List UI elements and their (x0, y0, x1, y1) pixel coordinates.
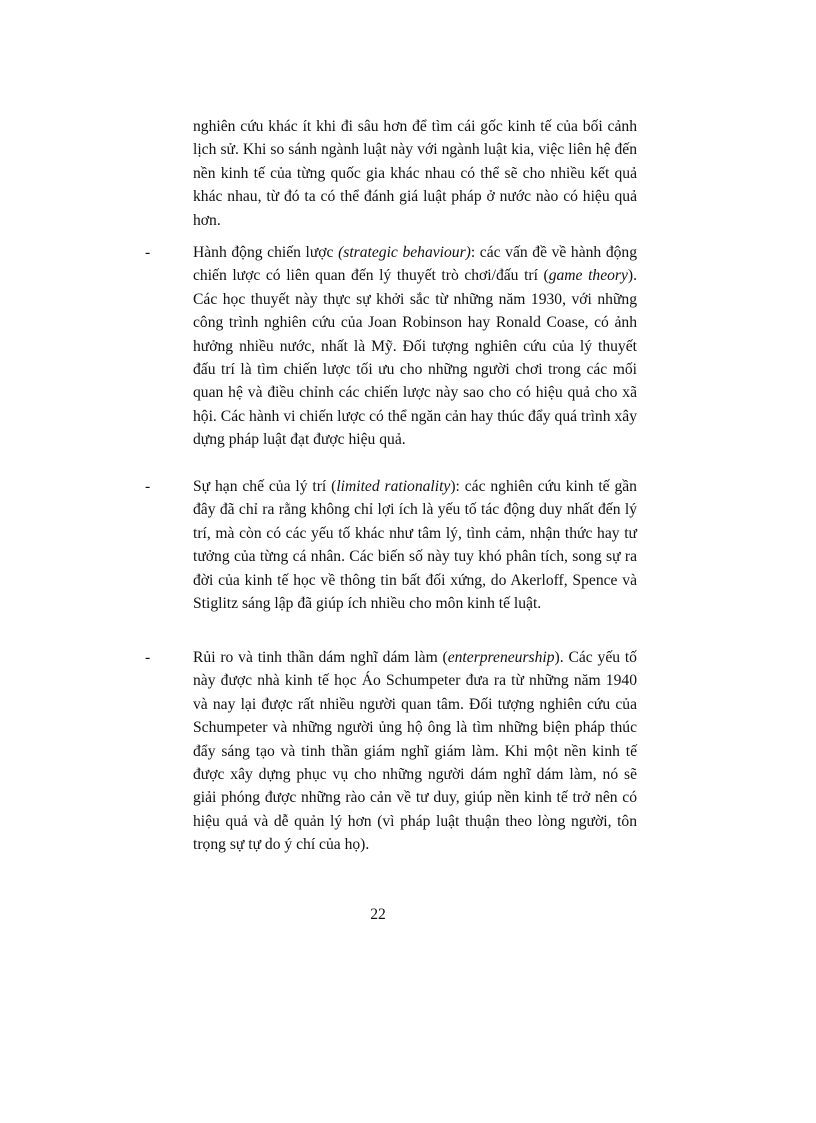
limited-rationality-paragraph (193, 475, 637, 615)
rationality-term: limited rationality (336, 478, 451, 495)
intro-paragraph-text: nghiên cứu khác ít khi đi sâu hơn để tìm cái gốc kinh tế của bối cảnh lịch sử. Khi so sánh ngành luật này với ngành luật kia, việc liên hệ đến nền kinh tế của từng quốc gia khác nhau có thể sẽ cho nhiều kết quả khác nhau, từ đó ta có thể đánh giá luật pháp ở nước nào có hiệu quả hơn. (193, 118, 637, 229)
rationality-text: ): các nghiên cứu kinh tế gần đây đã chỉ ra rằng không chỉ lợi ích là yếu tố tác động duy nhất đến lý trí, mà còn có các yếu tố khác như tâm lý, tình cảm, nhận thức hay tư tưởng của từng cá nhân. Các biến số này tuy khó phân tích, song sự ra đời của kinh tế học về thông tin bất đối xứng, do Akerloff, Spence và Stiglitz sáng lập đã giúp ích nhiều cho môn kinh tế luật. (193, 478, 637, 613)
strategic-term: (strategic behaviour) (338, 244, 471, 261)
intro-paragraph (193, 115, 637, 232)
game-theory-term: game theory (548, 267, 628, 285)
enterpreneurship-lead: Rủi ro và tinh thần dám nghĩ dám làm ( (193, 649, 448, 666)
page-number: 22 (370, 906, 386, 923)
strategic-lead: Hành động chiến lược (193, 244, 339, 261)
rationality-lead: Sự hạn chế của lý trí ( (193, 478, 337, 495)
enterpreneurship-paragraph (193, 646, 637, 857)
bullet-marker: - (145, 478, 151, 495)
strategic-text-a: : các vấn đề về hành động chiến lược có liên quan đến lý thuyết trò chơi/đấu trí ( (193, 244, 638, 285)
strategic-behaviour-paragraph (193, 241, 637, 452)
bullet-marker: - (145, 244, 151, 261)
bullet-marker: - (145, 649, 151, 666)
strategic-text-b: ). Các học thuyết này thực sự khởi sắc từ những năm 1930, với những công trình nghiên cứu của Joan Robinson hay Ronald Coase, có ảnh hưởng nhiều nước, nhất là Mỹ. Đối tượng nghiên cứu của lý thuyết đấu trí là tìm chiến lược tối ưu cho những người chơi trong các mối quan hệ và điều chỉnh các chiến lược này sao cho có hiệu quả cho xã hội. Các hành vi chiến lược có thể ngăn cản hay thúc đẩy quá trình xây dựng pháp luật đạt được hiệu quả. (193, 267, 637, 449)
enterpreneurship-text: ). Các yếu tố này được nhà kinh tế học Áo Schumpeter đưa ra từ những năm 1940 và nay lại được rất nhiều người quan tâm. Đối tượng nghiên cứu của Schumpeter và những người ủng hộ ông là tìm những biện pháp thúc đẩy sáng tạo và tinh thần giám nghĩ giám làm. Khi một nền kinh tế được xây dựng phục vụ cho những người dám nghĩ dám làm, nó sẽ giải phóng được những rào cản về tư duy, giúp nền kinh tế trở nên có hiệu quả và dễ quản lý hơn (vì pháp luật thuận theo lòng người, tôn trọng sự tự do ý chí của họ). (193, 649, 637, 854)
enterpreneurship-term: enterpreneurship (447, 649, 555, 666)
